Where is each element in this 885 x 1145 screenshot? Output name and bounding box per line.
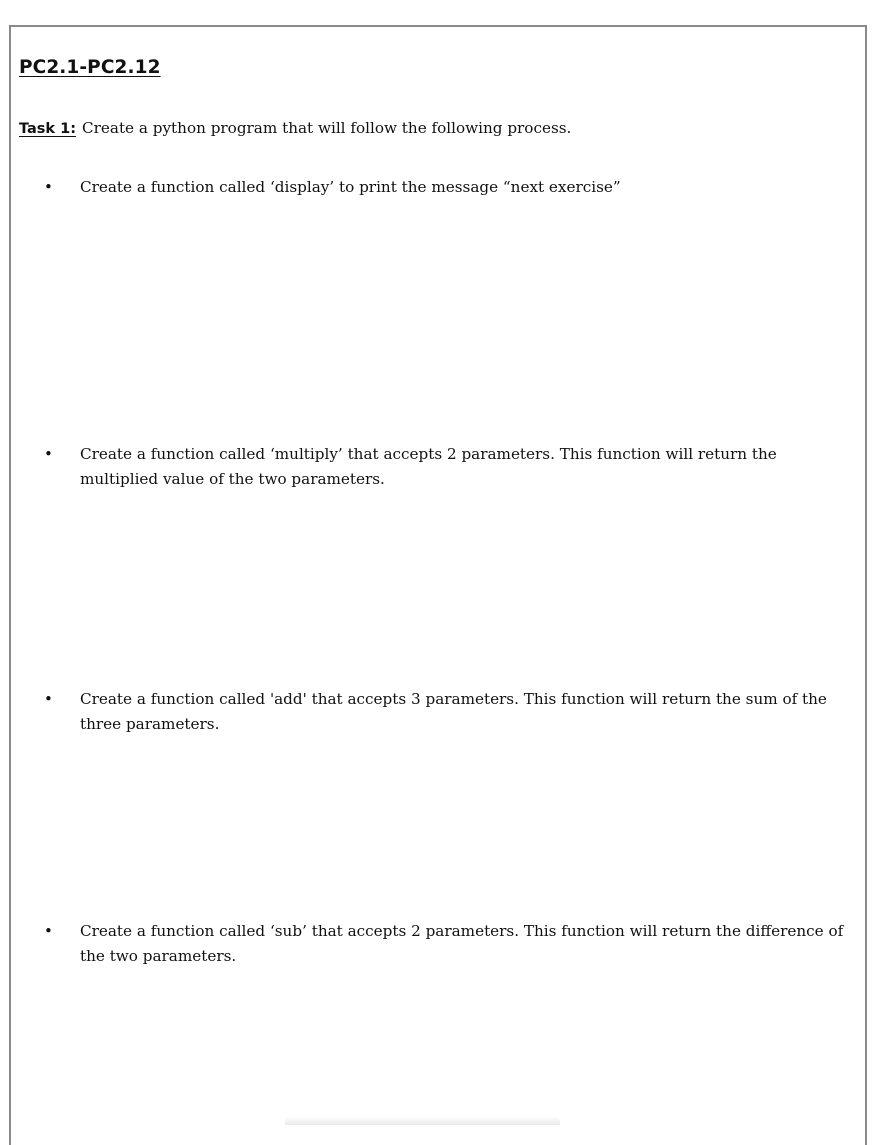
document-title: PC2.1-PC2.12 xyxy=(19,57,161,78)
task-heading xyxy=(19,119,571,137)
bullet-icon: • xyxy=(44,445,53,463)
list-item-multiply xyxy=(44,442,844,492)
list-item-text: Create a function called ‘multiply’ that accepts 2 parameters. This function will return the multiplied value of the two parameters. xyxy=(80,445,777,488)
task-label: Task 1: xyxy=(19,121,77,137)
document-page xyxy=(9,25,867,1145)
list-item-text: Create a function called ‘display’ to print the message “next exercise” xyxy=(80,178,621,196)
bullet-icon: • xyxy=(44,922,53,940)
list-item-sub xyxy=(44,919,844,969)
bullet-icon: • xyxy=(44,178,53,196)
list-item-display xyxy=(44,175,844,200)
list-item-text: Create a function called 'add' that accepts 3 parameters. This function will return the sum of the three parameters. xyxy=(80,690,827,733)
bullet-icon: • xyxy=(44,690,53,708)
page-bottom-shadow xyxy=(285,1116,560,1125)
list-item-text: Create a function called ‘sub’ that accepts 2 parameters. This function will return the difference of the two parameters. xyxy=(80,922,844,965)
task-description: Create a python program that will follow the following process. xyxy=(82,119,572,137)
list-item-add xyxy=(44,687,844,737)
